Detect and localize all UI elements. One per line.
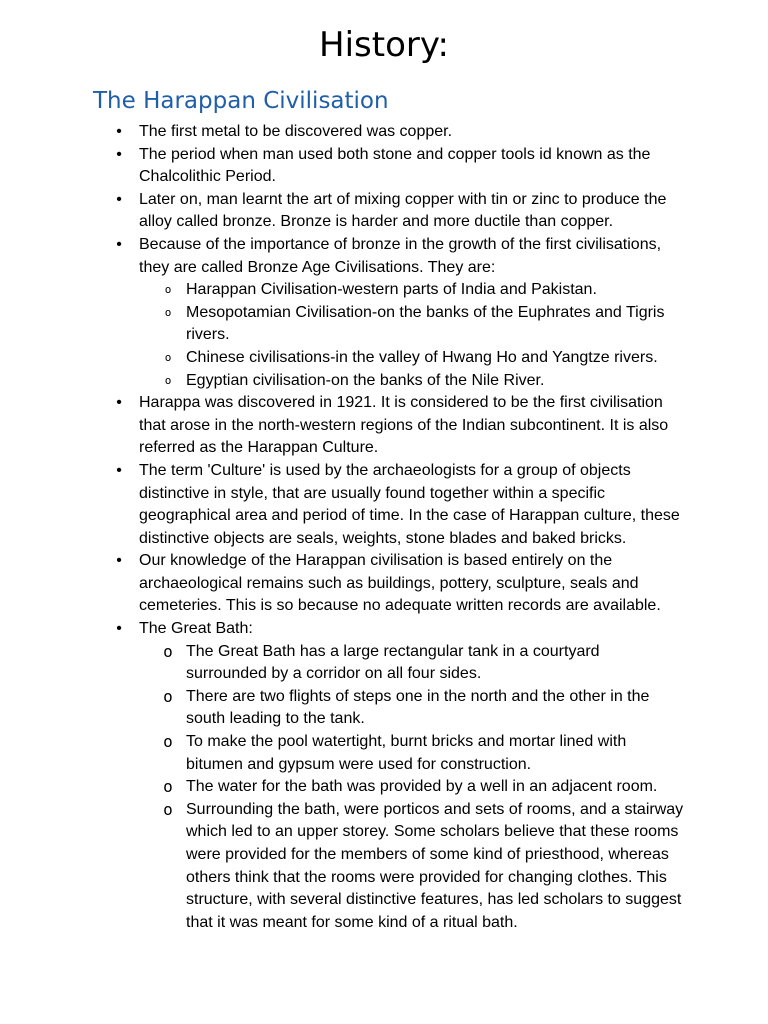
list-item-text: Later on, man learnt the art of mixing copper with tin or zinc to produce the alloy called bronze. Bronze is harder and more ductile than copper. [139,190,667,231]
circle-bullet-icon: o [163,777,173,797]
sub-list-item [0,776,768,799]
sub-list-item [0,370,768,393]
list-item-text: The period when man used both stone and copper tools id known as the Chalcolithic Period. [139,145,651,186]
circle-bullet-icon: o [164,283,172,297]
list-item [0,618,768,641]
bullet-icon: • [116,394,122,412]
bullet-icon: • [116,235,122,253]
circle-bullet-icon: o [164,305,172,319]
circle-bullet-icon: o [164,350,172,364]
list-item-text: The first metal to be discovered was copper. [139,123,453,140]
sub-list-item-text: The Great Bath has a large rectangular tank in a courtyard surrounded by a corridor on all four sides. [186,642,600,683]
bullet-icon: • [116,123,122,140]
sub-list-item-text: There are two flights of steps one in the north and the other in the south leading to the tank. [186,687,650,728]
bullet-icon: • [116,620,122,638]
list-item [0,121,768,144]
list-item [0,189,768,234]
sub-list-item [0,799,768,935]
list-item [0,460,768,550]
sub-list-item [0,641,768,686]
list-item-text: The Great Bath: [139,620,253,638]
list-item [0,392,768,460]
sub-list-item [0,731,768,776]
circle-bullet-icon: o [164,373,172,387]
bullet-icon: • [116,190,122,208]
sub-list-item [0,686,768,731]
sub-list-item [0,347,768,370]
circle-bullet-icon: o [163,732,173,752]
sub-list-item-text: Egyptian civilisation-on the banks of the Nile River. [186,371,545,389]
bullet-icon: • [116,552,122,570]
list-item [0,234,768,279]
circle-bullet-icon: o [163,641,173,661]
circle-bullet-icon: o [163,686,173,706]
sub-list-item-text: Chinese civilisations-in the valley of Hwang Ho and Yangtze rivers. [186,348,658,366]
bullet-list [0,121,768,934]
list-item [0,550,768,618]
list-item [0,144,768,189]
sub-list-item-text: To make the pool watertight, burnt bricks and mortar lined with bitumen and gypsum were used for construction. [186,733,627,773]
bullet-icon: • [116,461,122,479]
sub-list-item-text: Harappan Civilisation-western parts of India and Pakistan. [186,281,597,299]
sub-list-item-text: Surrounding the bath, were porticos and sets of rooms, and a stairway which led to an upper storey. Some scholars believe that these rooms were provided for the members of some kind of priesthood, whereas others think that the rooms were provided for changing clothes. This structure, with several distinctive features, has led scholars to suggest that it was meant for some kind of a ritual bath. [186,800,684,931]
sub-list-item [0,279,768,302]
list-item-text: Harappa was discovered in 1921. It is considered to be the first civilisation that arose in the north-western regions of the Indian subcontinent. It is also referred as the Harappan Culture. [139,394,669,457]
sub-list-item-text: Mesopotamian Civilisation-on the banks of the Euphrates and Tigris rivers. [186,303,665,344]
sub-list-item-text: The water for the bath was provided by a well in an adjacent room. [186,778,658,796]
circle-bullet-icon: o [163,799,173,819]
page-title: History: [319,25,449,65]
section-heading: The Harappan Civilisation [93,88,389,114]
sub-list-item [0,302,768,347]
bullet-icon: • [116,145,122,163]
list-item-text: Our knowledge of the Harappan civilisation is based entirely on the archaeological remains such as buildings, pottery, sculpture, seals and cemeteries. This is so because no adequate written records are available. [139,552,661,615]
list-item-text: The term 'Culture' is used by the archaeologists for a group of objects distinctive in style, that are usually found together within a specific geographical area and period of time. In the case of Harappan culture, these distinctive objects are seals, weights, stone blades and baked bricks. [139,461,680,547]
list-item-text: Because of the importance of bronze in the growth of the first civilisations, they are called Bronze Age Civilisations. They are: [139,235,662,276]
